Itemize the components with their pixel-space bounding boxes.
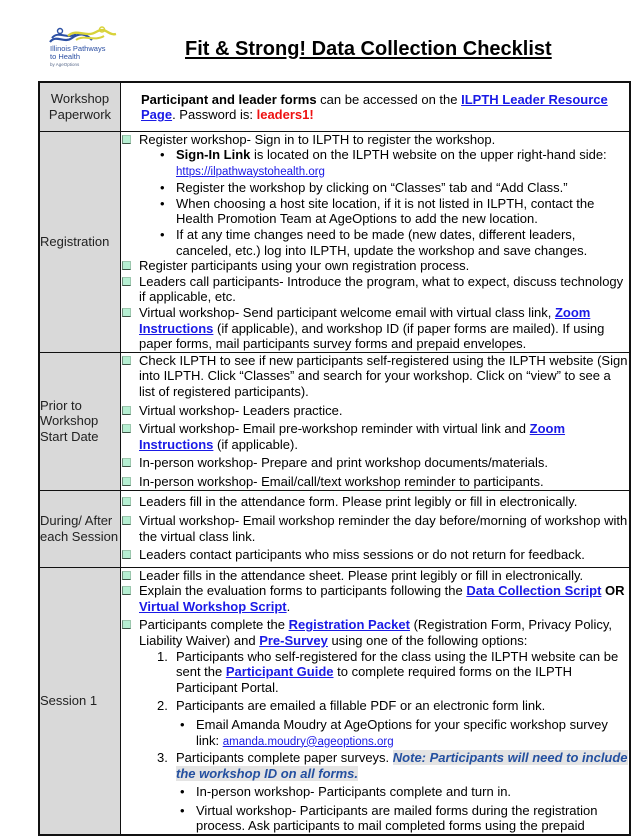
logo-text: [50, 45, 105, 69]
option-text: to complete required forms on the ILPTH Participant Portal.: [176, 664, 572, 695]
sub-text: When choosing a host site location, if it is not listed in ILPTH, contact the Health Promotion Team at AgeOptions to add the new location.: [176, 195, 595, 227]
row-session-1: [39, 567, 630, 835]
checklist-item: [121, 132, 629, 148]
bullet-icon: •: [160, 195, 165, 211]
item-text: Virtual workshop- Leaders practice.: [139, 402, 343, 418]
item-text: Virtual workshop- Email pre-workshop reminder with virtual link and: [139, 421, 530, 437]
checkbox-icon[interactable]: [122, 571, 131, 580]
row-workshop-paperwork: [39, 82, 630, 131]
row-content: [121, 490, 631, 567]
workshop-id-note: Note: Participants will need to include the workshop ID on all forms.: [176, 750, 628, 781]
checklist-item: [121, 547, 629, 563]
sub-text: Register the workshop by clicking on “Classes” tab and “Add Class.”: [176, 180, 568, 196]
checklist-item: [121, 568, 629, 584]
sub-text: In-person workshop- Participants complete and turn in.: [196, 784, 512, 800]
checkbox-icon[interactable]: [122, 277, 131, 286]
zoom-instructions-link[interactable]: Zoom Instructions: [139, 421, 566, 452]
row-registration: [39, 131, 630, 352]
checklist-item: [121, 513, 629, 544]
sub-text: Virtual workshop- Participants are mailed forms during the registration process. Ask participants to mail completed forms using the prepaid: [196, 802, 598, 834]
row-content: [121, 131, 631, 352]
virtual-workshop-script-link[interactable]: Virtual Workshop Script: [139, 598, 287, 614]
item-text: Leaders call participants- Introduce the program, what to expect, discuss technology if applicable, etc.: [139, 273, 624, 305]
registration-packet-link[interactable]: Registration Packet: [288, 617, 410, 633]
checklist-item: [121, 421, 629, 452]
paperwork-bold-text: Participant and leader forms: [141, 91, 317, 107]
pre-survey-link[interactable]: Pre-Survey: [259, 632, 328, 648]
or-text: OR: [601, 583, 625, 599]
option-text: Participants complete paper surveys.: [176, 750, 393, 766]
row-prior-to-start: [39, 352, 630, 490]
option-number: 1.: [157, 648, 168, 664]
checklist-item: [121, 353, 629, 400]
row-label: Workshop Paperwork: [39, 82, 121, 131]
checklist-item: [121, 258, 629, 274]
checklist-item: [121, 474, 629, 490]
bullet-icon: •: [160, 180, 165, 196]
page-title: Fit & Strong! Data Collection Checklist: [185, 38, 552, 60]
sign-in-link-label: Sign-In Link: [176, 147, 251, 163]
checkbox-icon[interactable]: [122, 516, 131, 525]
participant-guide-link[interactable]: Participant Guide: [225, 664, 334, 680]
sub-bullet: [121, 180, 629, 196]
checkbox-icon[interactable]: [122, 135, 131, 144]
item-text: using one of the following options:: [327, 632, 528, 648]
item-text: In-person workshop- Email/call/text workshop reminder to participants.: [139, 473, 544, 489]
item-text: Virtual workshop- Email workshop reminder the day before/morning of workshop with the virtual class link.: [139, 512, 628, 544]
sub-bullet: [121, 196, 629, 227]
item-text: Register participants using your own registration process.: [139, 258, 470, 274]
row-label: During/ After each Session: [39, 490, 121, 567]
sub-text: Email Amanda Moudry at AgeOptions for your specific workshop survey link:: [196, 716, 608, 748]
row-content: [121, 567, 631, 835]
item-text: Check ILPTH to see if new participants self-registered using the ILPTH website (Sign into ILPTH. Click “Classes” and search for your workshop. Click on “view” to see a list of registered participants).: [139, 352, 628, 399]
item-text: Participants complete the: [139, 617, 289, 633]
item-text: Leaders fill in the attendance form. Please print legibly or fill in electronically.: [139, 494, 578, 510]
leader-resource-page-link[interactable]: ILPTH Leader Resource Page: [141, 91, 608, 123]
checkbox-icon[interactable]: [122, 477, 131, 486]
bullet-icon: •: [180, 802, 185, 818]
sub-bullet: [121, 147, 629, 180]
row-content: [121, 352, 631, 490]
checklist-item: [121, 274, 629, 305]
logo-line-1: Illinois Pathways: [50, 44, 106, 53]
item-text: Leader fills in the attendance sheet. Please print legibly or fill in electronically.: [139, 567, 584, 583]
checkbox-icon[interactable]: [122, 550, 131, 559]
bullet-icon: •: [160, 147, 165, 163]
logo-line-3: by AgeOptions: [50, 62, 80, 67]
row-during-after-session: [39, 490, 630, 567]
checkbox-icon[interactable]: [122, 620, 131, 629]
sub-bullet: [121, 784, 629, 800]
numbered-option: [121, 698, 629, 714]
row-label: Registration: [39, 131, 121, 352]
data-collection-script-link[interactable]: Data Collection Script: [466, 583, 602, 599]
checkbox-icon[interactable]: [122, 424, 131, 433]
bullet-icon: •: [180, 784, 185, 800]
checkbox-icon[interactable]: [122, 406, 131, 415]
sub-text: is located on the ILPTH website on the upper right-hand side:: [250, 147, 607, 163]
logo-line-2: to Health: [50, 52, 81, 61]
numbered-option: [121, 649, 629, 696]
item-text: (if applicable), and workshop ID (if paper forms are mailed). If using paper forms, mail participants survey forms and prepaid envelopes.: [139, 320, 605, 352]
row-label: Prior to Workshop Start Date: [39, 352, 121, 490]
password-value: leaders1!: [256, 107, 314, 123]
item-text: Virtual workshop- Send participant welcome email with virtual class link,: [139, 305, 555, 321]
item-text: In-person workshop- Prepare and print workshop documents/materials.: [139, 455, 548, 471]
checklist-item: [121, 305, 629, 352]
row-content: [121, 82, 631, 131]
sub-bullet: [121, 717, 629, 750]
checklist-item: [121, 617, 629, 648]
checklist-table: [38, 81, 631, 836]
ilpth-website-link[interactable]: https://ilpathwaystohealth.org: [176, 165, 325, 178]
password-label: . Password is:: [172, 107, 257, 123]
sub-bullet: [121, 227, 629, 258]
checkbox-icon[interactable]: [122, 497, 131, 506]
option-text: Participants who self-registered for the class using the ILPTH website can be sent the: [176, 648, 619, 680]
option-number: 2.: [157, 698, 168, 714]
row-label: Session 1: [39, 567, 121, 835]
sub-text: If at any time changes need to be made (new dates, different leaders, canceled, etc.) log into ILPTH, update the workshop and save changes.: [176, 227, 588, 258]
paperwork-text: can be accessed on the: [316, 91, 462, 107]
item-text: (Registration Form, Privacy Policy, Liability Waiver) and: [139, 617, 612, 648]
zoom-instructions-link[interactable]: Zoom Instructions: [139, 305, 591, 336]
checkbox-icon[interactable]: [122, 458, 131, 467]
checklist-item: [121, 455, 629, 471]
checklist-item: [121, 403, 629, 419]
checkbox-icon[interactable]: [122, 261, 131, 270]
item-text: Register workshop- Sign in to ILPTH to register the workshop.: [139, 131, 496, 147]
bullet-icon: •: [180, 716, 185, 732]
item-text: Leaders contact participants who miss sessions or do not return for feedback.: [139, 547, 585, 563]
item-text: (if applicable).: [213, 436, 298, 452]
email-link[interactable]: amanda.moudry@ageoptions.org: [222, 735, 394, 748]
item-text: .: [286, 598, 291, 614]
checklist-item: [121, 583, 629, 614]
checkbox-icon[interactable]: [122, 308, 131, 317]
option-text: Participants are emailed a fillable PDF or an electronic form link.: [176, 698, 546, 714]
checklist-item: [121, 494, 629, 510]
checkbox-icon[interactable]: [122, 586, 131, 595]
option-number: 3.: [157, 750, 168, 766]
bullet-icon: •: [160, 227, 165, 243]
sub-bullet: [121, 803, 629, 834]
item-text: Explain the evaluation forms to participants following the: [139, 583, 467, 599]
numbered-option: [121, 750, 629, 781]
checkbox-icon[interactable]: [122, 356, 131, 365]
